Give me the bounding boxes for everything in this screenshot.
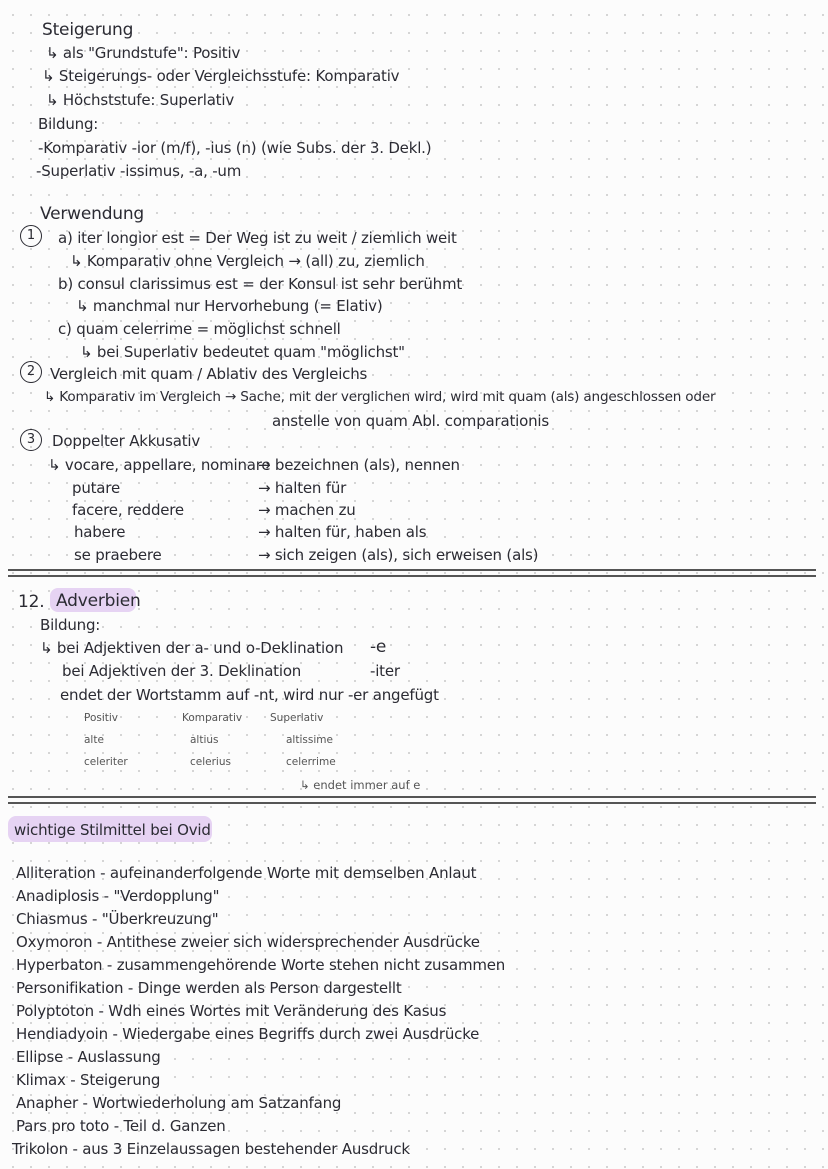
verwendung-b-sub: ↳ manchmal nur Hervorhebung (= Elativ) (76, 297, 383, 315)
bildung-label-1: Bildung: (38, 115, 99, 133)
verb-5: se praebere (74, 546, 162, 564)
verb-4: habere (74, 523, 126, 541)
adverb-rule-3: endet der Wortstamm auf -nt, wird nur -er angefügt (60, 686, 439, 704)
steigerung-line-3: ↳ Höchststufe: Superlativ (46, 91, 235, 109)
stilmittel-item: Anadiplosis - "Verdopplung" (16, 887, 220, 905)
table-cell: celeriter (84, 756, 128, 768)
stilmittel-item: Alliteration - aufeinanderfolgende Worte mit demselben Anlaut (16, 864, 477, 882)
table-header-superlativ: Superlativ (270, 712, 324, 724)
section-title-steigerung: Steigerung (42, 20, 134, 40)
section-title-verwendung: Verwendung (40, 204, 145, 224)
meaning-3: → machen zu (258, 501, 356, 519)
steigerung-line-1: ↳ als "Grundstufe": Positiv (46, 44, 241, 62)
table-header-positiv: Positiv (84, 712, 119, 724)
stilmittel-item: Trikolon - aus 3 Einzelaussagen bestehender Ausdruck (12, 1140, 410, 1158)
meaning-2: → halten für (258, 479, 347, 497)
number-circle-2: 2 (20, 361, 42, 383)
verwendung-a: a) iter longior est = Der Weg ist zu weit / ziemlich weit (58, 229, 457, 247)
stilmittel-item: Polyptoton - Wdh eines Wortes mit Veränderung des Kasus (16, 1002, 447, 1020)
stilmittel-item: Ellipse - Auslassung (16, 1048, 161, 1066)
stilmittel-item: Oxymoron - Antithese zweier sich widersprechender Ausdrücke (16, 933, 480, 951)
adverb-rule-2: bei Adjektiven der 3. Deklination (62, 662, 302, 680)
table-cell: alte (84, 734, 104, 746)
stilmittel-item: Anapher - Wortwiederholung am Satzanfang (16, 1094, 342, 1112)
verb-2: putare (72, 479, 120, 497)
divider-1-bottom (8, 575, 816, 577)
table-cell: altius (190, 734, 219, 746)
adverb-rule-1: ↳ bei Adjektiven der a- und o-Deklination (40, 639, 344, 657)
verwendung-a-sub: ↳ Komparativ ohne Vergleich → (all) zu, ziemlich (70, 252, 425, 270)
vergleich-heading: Vergleich mit quam / Ablativ des Vergleichs (50, 365, 368, 383)
section-title-adverbien: Adverbien (56, 591, 141, 611)
section-number-12: 12. (18, 592, 45, 612)
bildung-superlativ: -Superlativ -issimus, -a, -um (36, 162, 242, 180)
adverb-rule-1-suffix: -e (370, 637, 387, 657)
table-note: ↳ endet immer auf e (300, 778, 421, 792)
doppelter-akkusativ-heading: Doppelter Akkusativ (52, 432, 201, 450)
divider-2-bottom (8, 802, 816, 804)
vergleich-sub-2: anstelle von quam Abl. comparationis (272, 412, 549, 430)
table-header-komparativ: Komparativ (182, 712, 243, 724)
title-highlight-stilmittel (8, 816, 212, 842)
table-cell: altissime (286, 734, 333, 746)
stilmittel-item: Klimax - Steigerung (16, 1071, 161, 1089)
verwendung-c-sub: ↳ bei Superlativ bedeutet quam "möglichst" (80, 343, 405, 361)
adverb-rule-2-suffix: -iter (370, 662, 400, 680)
verwendung-b: b) consul clarissimus est = der Konsul ist sehr berühmt (58, 275, 463, 293)
vergleich-sub: ↳ Komparativ im Vergleich → Sache, mit der verglichen wird, wird mit quam (als) angeschlossen oder (44, 389, 716, 405)
verwendung-c: c) quam celerrime = möglichst schnell (58, 320, 341, 338)
title-highlight-adverbien (50, 588, 141, 612)
stilmittel-item: Hyperbaton - zusammengehörende Worte stehen nicht zusammen (16, 956, 506, 974)
divider-2-top (8, 796, 816, 798)
bildung-label-2: Bildung: (40, 616, 101, 634)
table-cell: celerius (190, 756, 231, 768)
meaning-4: → halten für, haben als (258, 523, 427, 541)
steigerung-line-2: ↳ Steigerungs- oder Vergleichsstufe: Komparativ (42, 67, 400, 85)
number-circle-3: 3 (20, 429, 42, 451)
meaning-1: → bezeichnen (als), nennen (258, 456, 460, 474)
verb-1: ↳ vocare, appellare, nominare (48, 456, 271, 474)
stilmittel-item: Hendiadyoin - Wiedergabe eines Begriffs durch zwei Ausdrücke (16, 1025, 480, 1043)
stilmittel-item: Chiasmus - "Überkreuzung" (16, 910, 219, 928)
meaning-5: → sich zeigen (als), sich erweisen (als) (258, 546, 539, 564)
verb-3: facere, reddere (72, 501, 184, 519)
table-cell: celerrime (286, 756, 336, 768)
bildung-komparativ: -Komparativ -ior (m/f), -ius (n) (wie Subs. der 3. Dekl.) (38, 139, 432, 157)
divider-1-top (8, 569, 816, 571)
number-circle-1: 1 (20, 225, 42, 247)
stilmittel-item: Pars pro toto - Teil d. Ganzen (16, 1117, 226, 1135)
section-title-stilmittel: wichtige Stilmittel bei Ovid (14, 821, 211, 839)
stilmittel-item: Personifikation - Dinge werden als Person dargestellt (16, 979, 402, 997)
